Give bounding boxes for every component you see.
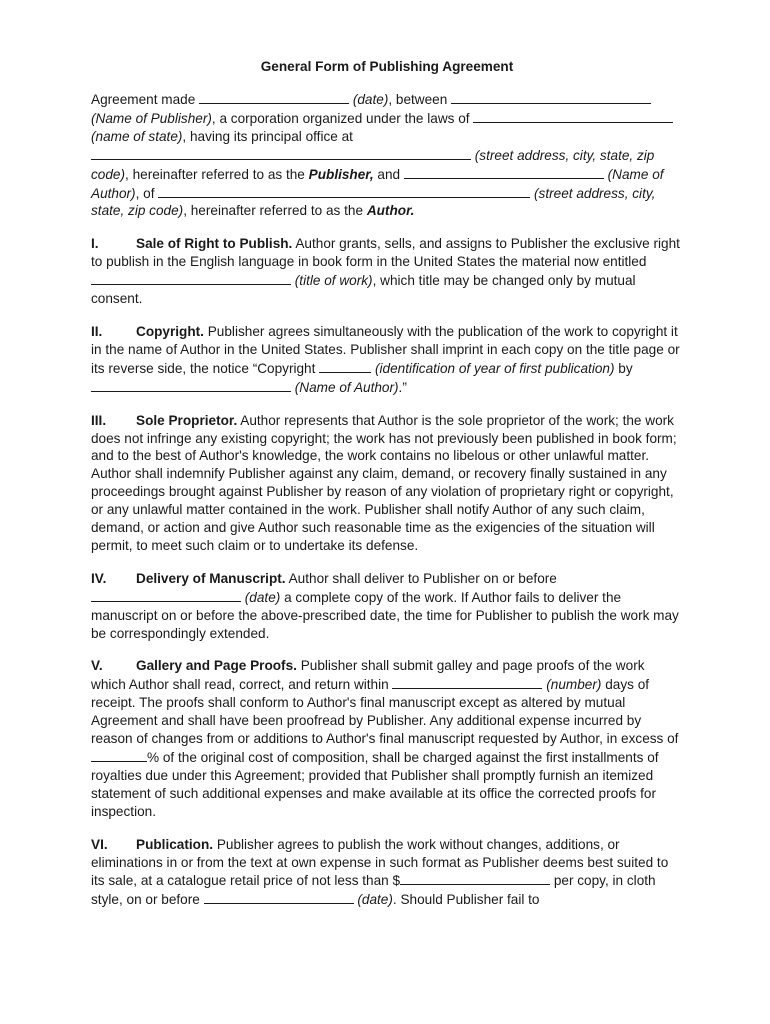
intro-text: , having its principal office at (182, 128, 353, 144)
delivery-date-hint: (date) (244, 589, 281, 605)
date-hint: (date) (352, 92, 389, 107)
section-text: by (614, 360, 633, 376)
publisher-name-hint: (Name of Publisher) (91, 110, 212, 126)
section-number: V. (91, 658, 103, 674)
author-name-hint: (Name of Author) (91, 166, 664, 201)
section-5 (91, 657, 683, 820)
date-blank[interactable] (199, 90, 349, 104)
section-text: , which title may be changed only by mutual consent. (91, 273, 636, 307)
intro-text: , between (388, 92, 452, 107)
document-page (91, 58, 683, 924)
proof-days-blank[interactable] (392, 675, 542, 689)
section-text: Publisher shall submit galley and page proofs of the work which Author shall read, correct, and return within (91, 658, 645, 693)
section-number: VI. (91, 836, 108, 852)
section-1 (91, 235, 683, 308)
section-text: days of receipt. The proofs shall conform to Author's final manuscript except as altered by mutual Agreement and shall have been proofread by Publisher. Any additional expense incurred by reason of changes from or additions to Author's final manuscript requested by Author, in excess of (91, 677, 679, 747)
author-term: Author. (366, 203, 415, 219)
author-name-blank[interactable] (404, 165, 604, 179)
section-text: Author shall deliver to Publisher on or before (285, 570, 557, 586)
publication-date-blank[interactable] (204, 890, 354, 904)
section-heading: Copyright. (136, 323, 204, 339)
document-title: General Form of Publishing Agreement (260, 59, 514, 74)
retail-price-blank[interactable] (400, 871, 550, 885)
section-heading: Gallery and Page Proofs. (136, 658, 297, 674)
title-of-work-blank[interactable] (91, 271, 291, 285)
section-number: III. (91, 412, 107, 428)
publication-date-hint: (date) (357, 892, 393, 908)
section-text: Publisher agrees simultaneously with the publication of the work to copyright it in the name of Author in the United States. Publisher shall imprint in each copy on the title page or its reverse side, the notice “Copyright (91, 323, 680, 376)
intro-paragraph (91, 90, 683, 220)
publisher-name-blank[interactable] (451, 90, 651, 104)
intro-text: , of (135, 185, 159, 201)
section-text: per copy, in cloth style, on or before (91, 873, 656, 908)
section-3 (91, 412, 683, 555)
section-heading: Sale of Right to Publish. (136, 236, 293, 252)
author-address-blank[interactable] (158, 184, 530, 198)
intro-text: , hereinafter referred to as the (183, 203, 367, 219)
publisher-term: Publisher, (308, 166, 374, 182)
section-text: Author grants, sells, and assigns to Publisher the exclusive right to publish in the English language in book form in the United States the material now entitled (91, 236, 680, 270)
section-text: . Should Publisher fail to (392, 892, 540, 908)
copyright-author-hint: (Name of Author) (294, 379, 399, 395)
intro-text: , a corporation organized under the laws of (211, 110, 474, 126)
copyright-year-hint: (identification of year of first publication) (374, 360, 615, 376)
section-2 (91, 323, 683, 397)
section-heading: Publication. (136, 836, 214, 852)
copyright-author-blank[interactable] (91, 378, 291, 392)
publisher-address-blank[interactable] (91, 146, 471, 160)
section-text: Publisher agrees to publish the work without changes, additions, or eliminations in or from the text at own expense in such format as Publisher deems best suited to its sale, at a catalogue retail price of not less than $ (91, 836, 669, 889)
intro-text: Agreement made (91, 92, 200, 107)
author-address-hint: (street address, city, state, zip code) (91, 185, 656, 219)
section-text: a complete copy of the work. If Author fails to deliver the manuscript on or before the above-prescribed date, the time for Publisher to publish the work may be correspondingly extended. (91, 589, 679, 641)
title-of-work-hint: (title of work) (294, 273, 373, 289)
section-text: Author represents that Author is the sole proprietor of the work; the work does not infringe any existing copyright; the work has not previously been published in book form; and to the best of Author's knowledge, the work contains no libelous or other unlawful matter. Author shall indemnify Publisher against any claim, demand, or recovery finally sustained in any proceedings brought against Publisher by reason of any violation of proprietary right or copyright, or any unlawful matter contained in the work. Publisher shall notify Author of any such claim, demand, or action and give Author such reasonable time as the exigencies of the situation will permit, to meet such claim or to undertake its defense. (91, 412, 677, 553)
section-number: IV. (91, 570, 107, 586)
section-number: II. (91, 323, 103, 339)
state-hint: (name of state) (91, 128, 183, 144)
proof-days-hint: (number) (546, 677, 602, 693)
excess-percent-blank[interactable] (91, 748, 147, 762)
section-text: .” (398, 379, 407, 395)
section-heading: Sole Proprietor. (136, 412, 238, 428)
delivery-date-blank[interactable] (91, 588, 241, 602)
section-text: % of the original cost of composition, shall be charged against the first installments of royalties due under this Agreement; provided that Publisher shall promptly furnish an itemized statement of such additional expenses and make available at its office the corrected proofs for inspection. (91, 750, 659, 819)
copyright-year-blank[interactable] (319, 359, 371, 373)
section-4 (91, 570, 683, 643)
intro-text: and (373, 166, 404, 182)
section-heading: Delivery of Manuscript. (136, 570, 286, 586)
section-6 (91, 836, 683, 910)
section-number: I. (91, 236, 99, 252)
intro-text: , hereinafter referred to as the (125, 166, 309, 182)
publisher-address-hint: (street address, city, state, zip code) (91, 147, 655, 182)
state-blank[interactable] (473, 109, 673, 123)
